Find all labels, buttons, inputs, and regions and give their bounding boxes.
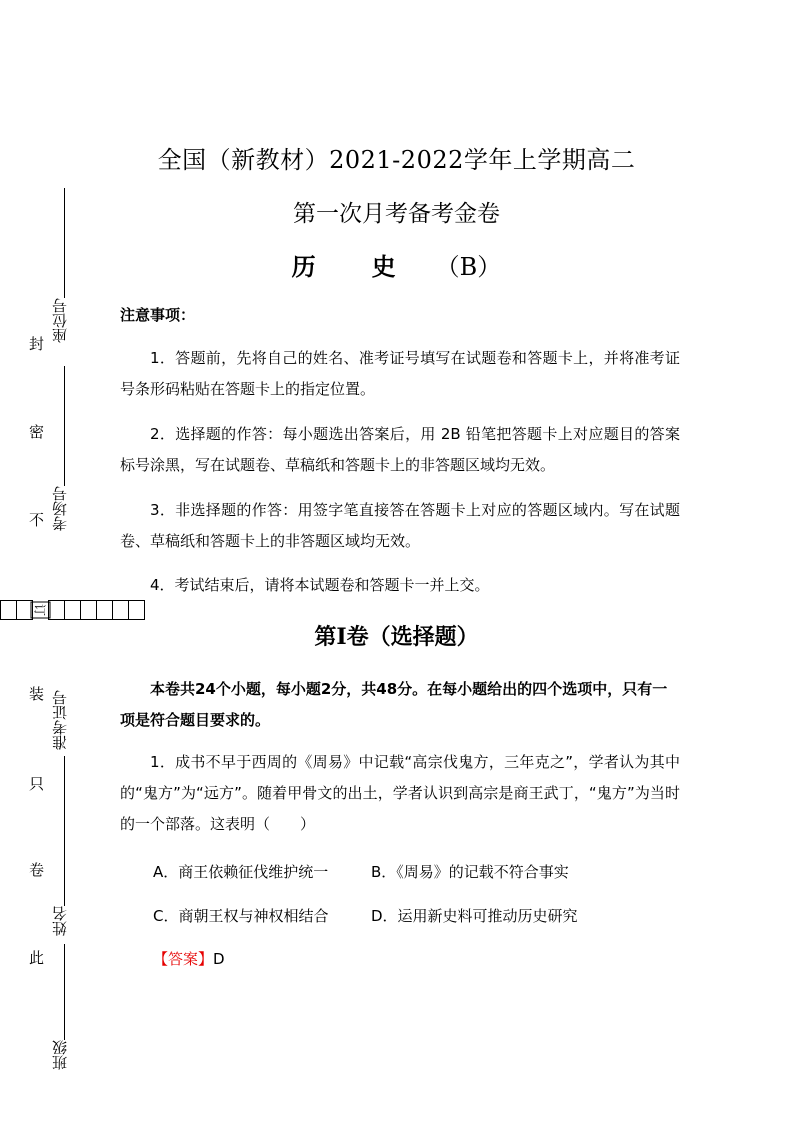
option-b: B．《周易》的记载不符合事实: [371, 863, 569, 881]
question-1-stem: 1．成书不早于西周的《周易》中记载“高宗伐鬼方，三年克之”，学者认为其中的“鬼方”为“远方”。随着甲骨文的出土，学者认识到高宗是商王武丁，“鬼方”为当时的一个部落。这表明（ ）: [120, 753, 680, 833]
section-title: 第Ⅰ卷（选择题）: [314, 624, 479, 650]
answer-tag: 【答案】: [153, 950, 214, 968]
option-d: D．运用新史料可推动历史研究: [371, 907, 578, 925]
exam-title: 全国（新教材）2021-2022学年上学期高二: [157, 146, 636, 174]
class-label: 班级: [51, 1040, 69, 1070]
option-c: C．商朝王权与神权相结合: [153, 907, 329, 925]
seal-char-zhuang: 装: [27, 686, 45, 701]
seal-char-zhi: 只: [27, 776, 45, 791]
subject-title: [0, 247, 793, 282]
notice-item-4: 4．考试结束后，请将本试题卷和答题卡一并上交。: [150, 576, 490, 594]
notice-item-1: 1．答题前，先将自己的姓名、准考证号填写在试题卷和答题卡上，并将准考证号条形码粘贴在答题卡上的指定位置。: [120, 349, 680, 398]
margin-line-4: [64, 944, 65, 1040]
seal-char-mi: 密: [27, 424, 45, 439]
seal-char-ci: 此: [27, 950, 45, 965]
subject-char-1: 历: [291, 252, 316, 281]
section-instruction: 本卷共24个小题，每小题2分，共48分。在每小题给出的四个选项中，只有一项是符合题目要求的。: [120, 680, 668, 729]
exam-subtitle: 第一次月考备考金卷: [293, 201, 500, 227]
notice-heading: 注意事项：: [120, 306, 196, 324]
margin-line-2: [64, 366, 65, 486]
exam-id-label: 准考证号: [51, 690, 69, 750]
answer-line: [153, 948, 225, 969]
seat-number-label: 座位号: [51, 298, 69, 343]
margin-line-3: [64, 756, 65, 906]
exam-room-label: 考场号: [51, 486, 69, 531]
seal-char-bu: 不: [27, 512, 45, 527]
subject-version: （B）: [435, 253, 502, 281]
subject-char-2: 史: [371, 252, 396, 281]
id-number-grid: [0, 600, 145, 620]
option-a: A．商王依赖征伐维护统一: [153, 863, 329, 881]
seal-char-feng: 封: [27, 336, 45, 351]
seal-char-juan: 卷: [27, 862, 45, 877]
seal-char-ding: 订: [31, 602, 51, 619]
name-label: 姓名: [51, 906, 69, 936]
notice-item-2: 2．选择题的作答：每小题选出答案后，用 2B 铅笔把答题卡上对应题目的答案标号涂黑，写在试题卷、草稿纸和答题卡上的非答题区域均无效。: [120, 425, 680, 474]
notice-item-3: 3．非选择题的作答：用签字笔直接答在答题卡上对应的答题区域内。写在试题卷、草稿纸和答题卡上的非答题区域均无效。: [120, 501, 680, 550]
answer-value: D: [213, 950, 225, 968]
